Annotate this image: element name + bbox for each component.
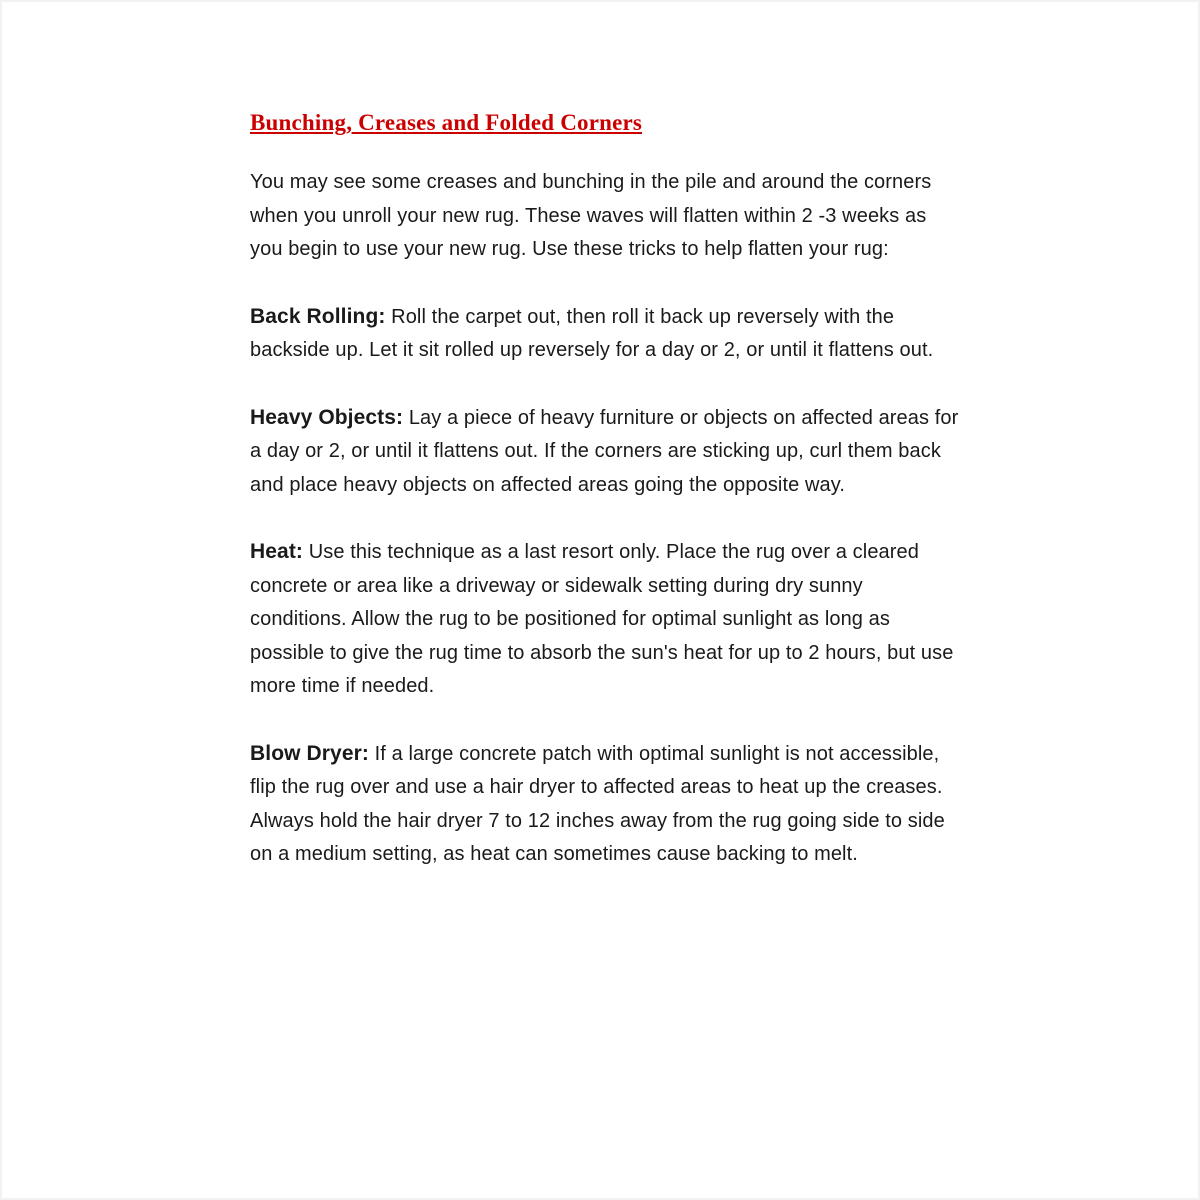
section-text: Use this technique as a last resort only. Place the rug over a cleared concrete or area like a driveway or sidewalk setting during dry sunny conditions. Allow the rug to be positioned for optimal sunlight as long as possible to give the rug time to absorb the sun's heat for up to 2 hours, but use more time if needed. (250, 541, 954, 697)
section-label: Heavy Objects: (250, 405, 404, 429)
page-title: Bunching, Creases and Folded Corners (250, 110, 643, 135)
section-blow-dryer (250, 737, 962, 872)
section-heat (250, 535, 962, 704)
section-text: Lay a piece of heavy furniture or objects on affected areas for a day or 2, or until it flattens out. If the corners are sticking up, curl them back and place heavy objects on affected areas going the opposite way. (250, 406, 959, 496)
section-label: Heat: (250, 540, 304, 563)
section-text: If a large concrete patch with optimal sunlight is not accessible, flip the rug over and use a hair dryer to affected areas to heat up the creases. Always hold the hair dryer 7 to 12 inches away from the rug going side to side on a medium setting, as heat can sometimes cause backing to melt. (250, 742, 945, 865)
section-label: Blow Dryer: (250, 741, 369, 765)
section-back-rolling (250, 300, 962, 368)
section-label: Back Rolling: (250, 304, 386, 328)
intro-paragraph: You may see some creases and bunching in the pile and around the corners when you unroll your new rug. These waves will flatten within 2 -3 weeks as you begin to use your new rug. Use these tricks to help flatten your rug: (250, 171, 932, 260)
document-page (250, 110, 962, 905)
section-text: Roll the carpet out, then roll it back up reversely with the backside up. Let it sit rolled up reversely for a day or 2, or until it flattens out. (250, 305, 934, 361)
section-heavy-objects (250, 401, 962, 503)
